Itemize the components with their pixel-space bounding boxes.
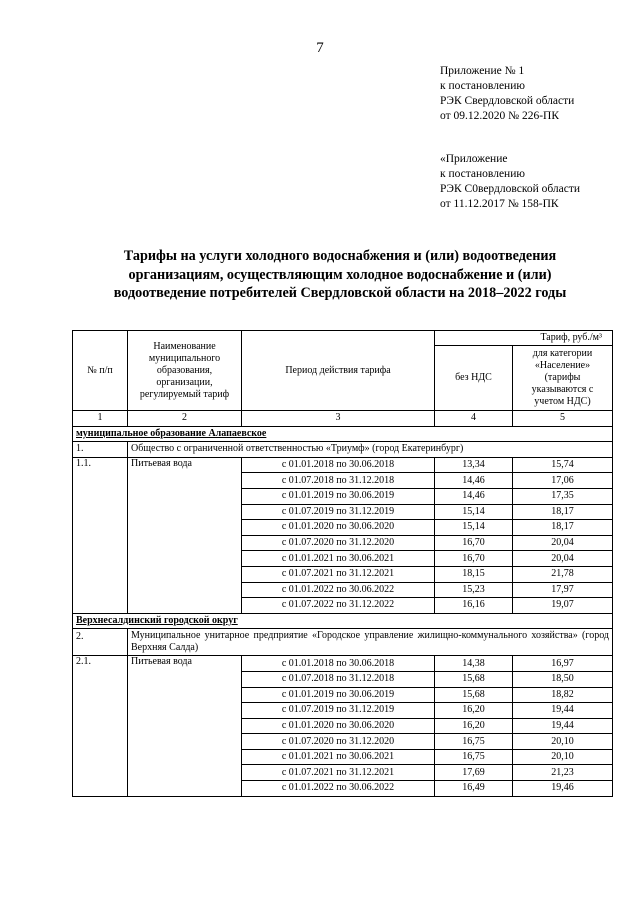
org-name: Муниципальное унитарное предприятие «Городское управление жилищно-коммунального хозяйства» (город Верхняя Салда) [128, 629, 613, 656]
col-number: 5 [513, 411, 613, 427]
tariff-population: 18,50 [513, 671, 613, 687]
tariff-population: 20,10 [513, 734, 613, 750]
sub-num: 1.1. [73, 457, 128, 613]
tariff-population: 19,44 [513, 718, 613, 734]
tariff-population: 21,78 [513, 566, 613, 582]
tariff-no-vat: 16,70 [435, 551, 513, 567]
period-cell: с 01.07.2018 по 31.12.2018 [242, 473, 435, 489]
tariff-no-vat: 15,68 [435, 687, 513, 703]
org-name: Общество с ограниченной ответственностью «Триумф» (город Екатеринбург) [128, 442, 613, 458]
tariff-no-vat: 14,46 [435, 473, 513, 489]
period-cell: с 01.01.2022 по 30.06.2022 [242, 781, 435, 797]
appendix-line: к постановлению [440, 80, 525, 92]
tariff-no-vat: 17,69 [435, 765, 513, 781]
tariff-no-vat: 16,75 [435, 734, 513, 750]
col-number: 1 [73, 411, 128, 427]
tariff-no-vat: 13,34 [435, 457, 513, 473]
appendix-header-2 [440, 152, 580, 212]
tariff-population: 20,04 [513, 551, 613, 567]
tariff-population: 21,23 [513, 765, 613, 781]
tariff-no-vat: 16,75 [435, 749, 513, 765]
tariff-no-vat: 15,23 [435, 582, 513, 598]
tariff-population: 19,46 [513, 781, 613, 797]
header-no-vat: без НДС [435, 346, 513, 411]
tariff-no-vat: 16,49 [435, 781, 513, 797]
tariff-population: 17,97 [513, 582, 613, 598]
appendix-header-1 [440, 64, 574, 124]
sub-name: Питьевая вода [128, 457, 242, 613]
appendix-line: от 11.12.2017 № 158-ПК [440, 198, 559, 210]
tariff-population: 20,04 [513, 535, 613, 551]
col-number: 4 [435, 411, 513, 427]
header-population: для категории «Население» (тарифы указываются с учетом НДС) [513, 346, 613, 411]
period-cell: с 01.01.2018 по 30.06.2018 [242, 457, 435, 473]
tariff-no-vat: 16,20 [435, 703, 513, 719]
period-cell: с 01.07.2018 по 31.12.2018 [242, 671, 435, 687]
tariff-no-vat: 18,15 [435, 566, 513, 582]
appendix-line: РЭК С0вердловской области [440, 183, 581, 195]
title-line: водоотведение потребителей Свердловской области на 2018–2022 годы [113, 285, 567, 301]
document-title [70, 247, 610, 303]
header-name: Наименование муниципального образования, организации, регулируемый тариф [128, 331, 242, 411]
section-title: муниципальное образование Алапаевское [73, 426, 613, 442]
period-cell: с 01.07.2021 по 31.12.2021 [242, 765, 435, 781]
tariff-population: 17,06 [513, 473, 613, 489]
appendix-line: от 09.12.2020 № 226-ПК [440, 110, 560, 122]
tariff-population: 18,17 [513, 504, 613, 520]
appendix-line: Приложение № 1 [440, 65, 525, 77]
period-cell: с 01.01.2020 по 30.06.2020 [242, 520, 435, 536]
tariff-population: 18,82 [513, 687, 613, 703]
col-number: 2 [128, 411, 242, 427]
sub-num: 2.1. [73, 656, 128, 796]
tariff-no-vat: 15,14 [435, 520, 513, 536]
tariff-no-vat: 16,20 [435, 718, 513, 734]
period-cell: с 01.07.2020 по 31.12.2020 [242, 734, 435, 750]
tariff-population: 18,17 [513, 520, 613, 536]
tariff-no-vat: 15,68 [435, 671, 513, 687]
title-line: Тарифы на услуги холодного водоснабжения и (или) водоотведения [123, 248, 557, 264]
period-cell: с 01.01.2021 по 30.06.2021 [242, 551, 435, 567]
period-cell: с 01.07.2019 по 31.12.2019 [242, 504, 435, 520]
appendix-line: РЭК Свердловской области [440, 95, 575, 107]
tariff-population: 19,07 [513, 598, 613, 614]
header-period: Период действия тарифа [242, 331, 435, 411]
period-cell: с 01.01.2018 по 30.06.2018 [242, 656, 435, 672]
tariff-no-vat: 14,46 [435, 488, 513, 504]
period-cell: с 01.07.2022 по 31.12.2022 [242, 598, 435, 614]
tariff-no-vat: 15,14 [435, 504, 513, 520]
tariff-population: 17,35 [513, 488, 613, 504]
period-cell: с 01.07.2019 по 31.12.2019 [242, 703, 435, 719]
period-cell: с 01.07.2021 по 31.12.2021 [242, 566, 435, 582]
tariff-no-vat: 16,16 [435, 598, 513, 614]
tariff-population: 15,74 [513, 457, 613, 473]
period-cell: с 01.01.2022 по 30.06.2022 [242, 582, 435, 598]
header-num: № п/п [73, 331, 128, 411]
sub-name: Питьевая вода [128, 656, 242, 796]
section-title: Верхнесалдинский городской округ [73, 613, 613, 629]
period-cell: с 01.01.2021 по 30.06.2021 [242, 749, 435, 765]
org-num: 1. [73, 442, 128, 458]
tariff-table [72, 330, 613, 797]
tariff-no-vat: 16,70 [435, 535, 513, 551]
tariff-no-vat: 14,38 [435, 656, 513, 672]
tariff-population: 16,97 [513, 656, 613, 672]
page-number: 7 [316, 40, 324, 56]
org-num: 2. [73, 629, 128, 656]
tariff-population: 19,44 [513, 703, 613, 719]
appendix-line: к постановлению [440, 168, 525, 180]
header-tariff: Тариф, руб./м³ [435, 331, 613, 346]
period-cell: с 01.01.2019 по 30.06.2019 [242, 687, 435, 703]
period-cell: с 01.01.2020 по 30.06.2020 [242, 718, 435, 734]
period-cell: с 01.01.2019 по 30.06.2019 [242, 488, 435, 504]
col-number: 3 [242, 411, 435, 427]
tariff-population: 20,10 [513, 749, 613, 765]
period-cell: с 01.07.2020 по 31.12.2020 [242, 535, 435, 551]
title-line: организациям, осуществляющим холодное водоснабжение и (или) [128, 266, 552, 283]
appendix-line: «Приложение [440, 153, 508, 165]
